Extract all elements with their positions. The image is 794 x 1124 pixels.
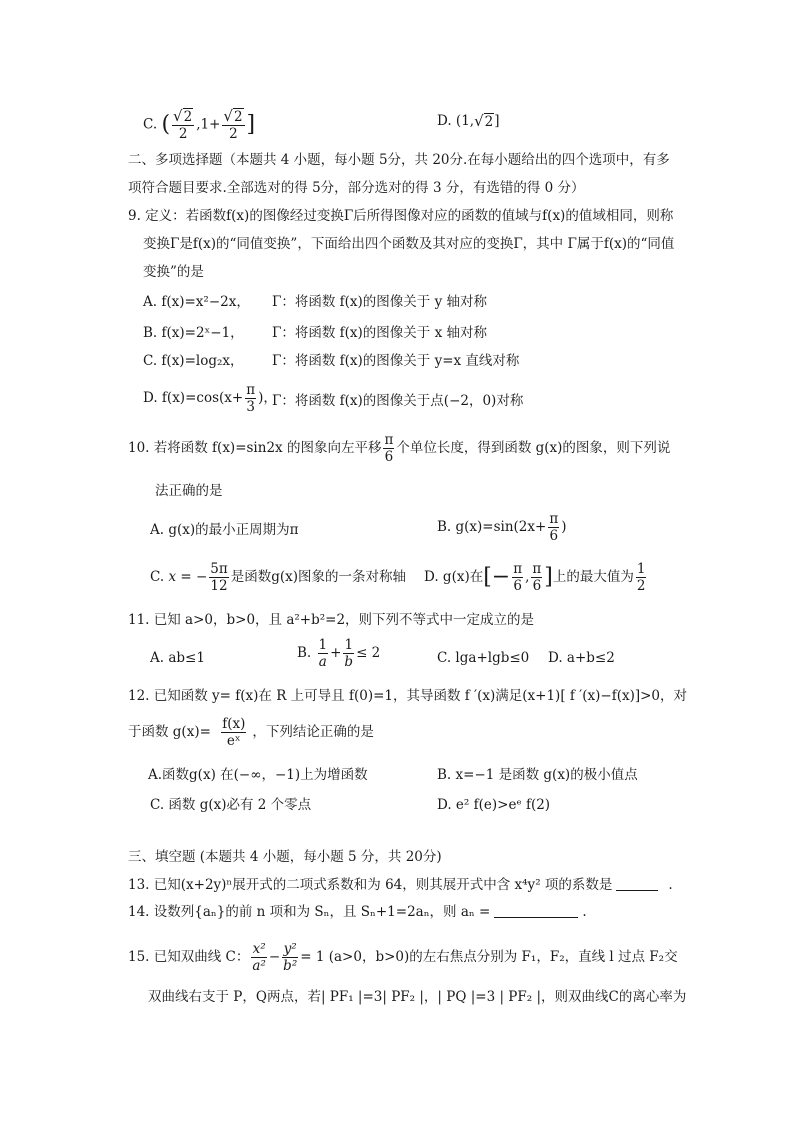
q8-option-d: D. (1,√2] xyxy=(437,112,500,130)
q10-d-frac2 xyxy=(531,561,542,594)
section2-heading-line1: 二、多项选择题（本题共 4 小题，每小题 5分，共 20分.在每小题给出的四个选项中，有多 xyxy=(128,152,670,168)
q11-b-plus: + xyxy=(330,645,342,661)
q8-c-open: ( xyxy=(161,112,171,137)
q12-stem-frac xyxy=(221,716,246,749)
q12-stem-frac-num: f(x) xyxy=(222,716,246,732)
q12-stem-pre: 于函数 g(x)= xyxy=(128,724,211,740)
q12-option-c: C. 函数 g(x)必有 2 个零点 xyxy=(150,797,312,813)
q9-d-frac xyxy=(245,382,256,415)
q15-post: (a>0，b>0)的左右焦点分别为 F₁，F₂，直线 l 过点 F₂交 xyxy=(328,949,678,965)
q8-c-frac1-den: 2 xyxy=(172,125,194,142)
q10-d-pre: D. g(x)在 xyxy=(424,569,484,585)
q12-stem-frac-den: eˣ xyxy=(221,732,246,749)
q10-d-frac2-num: π xyxy=(532,561,542,577)
q9-stem-line3: 变换”的是 xyxy=(143,264,204,280)
q10-c-frac-num: 5π xyxy=(210,561,228,577)
q10-d-frac2-den: 6 xyxy=(532,578,542,594)
q9-option-a-func: A. f(x)=x²−2x， xyxy=(143,294,250,310)
q11-option-b xyxy=(297,637,380,670)
q12-option-b: B. x=−1 是函数 g(x)的极小值点 xyxy=(437,767,638,783)
q10-d-sep: , xyxy=(525,569,530,585)
q10-d-open: [− xyxy=(483,564,511,590)
q8-d-label: D. (1, xyxy=(437,113,475,129)
q9-option-b-trans: Γ：将函数 f(x)的图像关于 x 轴对称 xyxy=(272,325,487,341)
q10-c-pre: C. xyxy=(150,569,165,585)
q13-answer-blank xyxy=(616,890,658,891)
q10-b-frac-num: π xyxy=(549,511,559,527)
q9-option-a-trans: Γ：将函数 f(x)的图像关于 y 轴对称 xyxy=(272,294,488,310)
q10-b-pre: B. g(x)=sin(2x+ xyxy=(437,519,547,535)
q10-d-frac3-num: 1 xyxy=(636,561,646,577)
q10-option-b xyxy=(437,511,566,544)
q9-option-d-func xyxy=(143,382,277,415)
q10-d-close: ] xyxy=(544,564,553,590)
q10-d-frac3 xyxy=(636,561,647,594)
q10-stem-post: 个单位长度，得到函数 g(x)的图象，则下列说 xyxy=(396,440,671,456)
q15-stem-line1 xyxy=(128,941,678,974)
q11-b-frac2-den: b xyxy=(344,654,354,670)
q10-stem-pre: 10. 若将函数 f(x)=sin2x 的图象向左平移 xyxy=(128,440,382,456)
q10-c-post: 是函数g(x)图象的一条对称轴 xyxy=(230,569,407,585)
q9-option-c-trans: Γ：将函数 f(x)的图像关于 y=x 直线对称 xyxy=(272,353,520,369)
q14-text: 14. 设数列{aₙ}的前 n 项和为 Sₙ，且 Sₙ+1=2aₙ，则 aₙ = xyxy=(128,904,491,920)
q11-b-frac1 xyxy=(318,637,329,670)
q15-frac2 xyxy=(282,941,298,974)
q9-option-c-func: C. f(x)=log₂x， xyxy=(143,353,244,369)
q11-option-c: C. lga+lgb≤0 xyxy=(437,650,530,666)
q11-b-frac2 xyxy=(343,637,354,670)
q10-d-frac1-num: π xyxy=(513,561,523,577)
q14-end: . xyxy=(582,904,587,920)
q10-d-mid: 上的最大值为 xyxy=(552,569,634,585)
q9-option-b-func: B. f(x)=2ˣ−1， xyxy=(143,325,244,341)
q9-stem-line1: 9. 定义：若函数f(x)的图像经过变换Γ后所得图像对应的函数的值域与f(x)的值域相同，则称 xyxy=(128,208,674,224)
q11-b-frac1-num: 1 xyxy=(318,637,328,653)
q14 xyxy=(128,902,587,922)
q9-d-func-pre: D. f(x)=cos(x+ xyxy=(143,390,244,406)
q15-pre: 15. 已知双曲线 C： xyxy=(128,949,250,965)
q8-d-root: 2 xyxy=(484,114,494,130)
q10-stem-frac-num: π xyxy=(384,432,394,448)
q13 xyxy=(128,875,673,895)
q12-option-d: D. e² f(e)>eᵉ f(2) xyxy=(437,797,551,813)
q11-option-a: A. ab≤1 xyxy=(150,650,205,666)
q15-frac1-num: x² xyxy=(252,941,266,957)
q15-frac1 xyxy=(251,941,266,974)
q15-frac2-num: y² xyxy=(283,941,297,957)
q8-option-c xyxy=(143,108,255,142)
q11-b-frac2-num: 1 xyxy=(344,637,354,653)
section3-heading: 三、填空题 (本题共 4 小题，每小题 5 分，共 20分) xyxy=(128,849,442,865)
q11-stem: 11. 已知 a>0，b>0，且 a²+b²=2，则下列不等式中一定成立的是 xyxy=(128,612,535,628)
q11-option-d: D. a+b≤2 xyxy=(548,650,615,666)
q8-d-close: ] xyxy=(494,113,500,129)
q9-stem-line2: 变换Γ是f(x)的“同值变换”，下面给出四个函数及其对应的变换Γ，其中 Γ属于f(x)的“同值 xyxy=(143,236,675,252)
q10-b-post: ) xyxy=(561,519,567,535)
q8-c-frac1-num: 2 xyxy=(183,109,193,125)
q9-d-frac-num: π xyxy=(246,382,256,398)
q8-c-frac1: $\frac{√2}{2}$ xyxy=(173,107,193,142)
q8-c-label: C. xyxy=(143,116,158,133)
q8-c-sep: ,1+ xyxy=(196,116,221,133)
q9-option-d-trans: Γ：将函数 f(x)的图像关于点(−2，0)对称 xyxy=(272,393,524,409)
q13-end: . xyxy=(668,877,673,893)
q8-c-frac2-den: 2 xyxy=(222,125,244,142)
q10-option-a: A. g(x)的最小正周期为π xyxy=(150,522,299,538)
q12-stem-line2 xyxy=(128,716,374,749)
q8-c-frac2-num: 2 xyxy=(233,109,243,125)
q8-c-frac2: $\frac{√2}{2}$ xyxy=(223,107,243,142)
q8-c-close: ] xyxy=(246,112,256,137)
q11-b-pre: B. xyxy=(297,645,312,661)
q10-stem-line2: 法正确的是 xyxy=(155,483,223,499)
q15-frac1-den: a² xyxy=(252,958,266,974)
q15-frac2-den: b² xyxy=(283,958,298,974)
q10-b-frac xyxy=(548,511,559,544)
q10-d-frac1 xyxy=(512,561,523,594)
q10-d-frac1-den: 6 xyxy=(513,578,522,594)
q12-stem-post: ，下列结论正确的是 xyxy=(252,724,374,740)
q11-b-post: ≤ 2 xyxy=(356,645,381,661)
q10-d-frac3-den: 2 xyxy=(636,578,646,594)
q12-option-a: A.函数g(x) 在(−∞，−1)上为增函数 xyxy=(148,767,368,783)
q10-stem-frac-den: 6 xyxy=(384,449,394,465)
q10-option-c xyxy=(150,561,406,594)
q15-minus: − xyxy=(268,949,281,965)
q15-stem-line2: 双曲线右支于 P，Q两点，若| PF₁ |=3| PF₂ |，| PQ |=3 | PF₂ |，则双曲线C的离心率为 xyxy=(148,989,687,1005)
q10-stem-line1 xyxy=(128,432,670,465)
q10-option-d xyxy=(424,561,648,594)
q12-stem-line1: 12. 已知函数 y= f(x)在 R 上可导且 f(0)=1，其导函数 f ′(x)满足(x+1)[ f ′(x)−f(x)]>0，对 xyxy=(128,688,688,704)
q10-c-frac-den: 12 xyxy=(210,578,228,594)
q13-text: 13. 已知(x+2y)ⁿ展开式的二项式系数和为 64，则其展开式中含 x⁴y² 项的系数是 xyxy=(128,877,613,893)
q10-c-frac xyxy=(209,561,228,594)
q15-eq: = 1 xyxy=(300,949,325,965)
q14-answer-blank xyxy=(494,917,578,918)
q11-b-frac1-den: a xyxy=(318,654,327,670)
q10-stem-frac xyxy=(383,432,394,465)
q10-c-x: x = − xyxy=(168,569,208,585)
q9-d-frac-den: 3 xyxy=(246,399,255,415)
section2-heading-line2: 项符合题目要求.全部选对的得 5分，部分选对的得 3 分，有选错的得 0 分） xyxy=(128,180,585,196)
q9-d-func-post: )， xyxy=(258,390,277,406)
q10-b-frac-den: 6 xyxy=(549,528,559,544)
